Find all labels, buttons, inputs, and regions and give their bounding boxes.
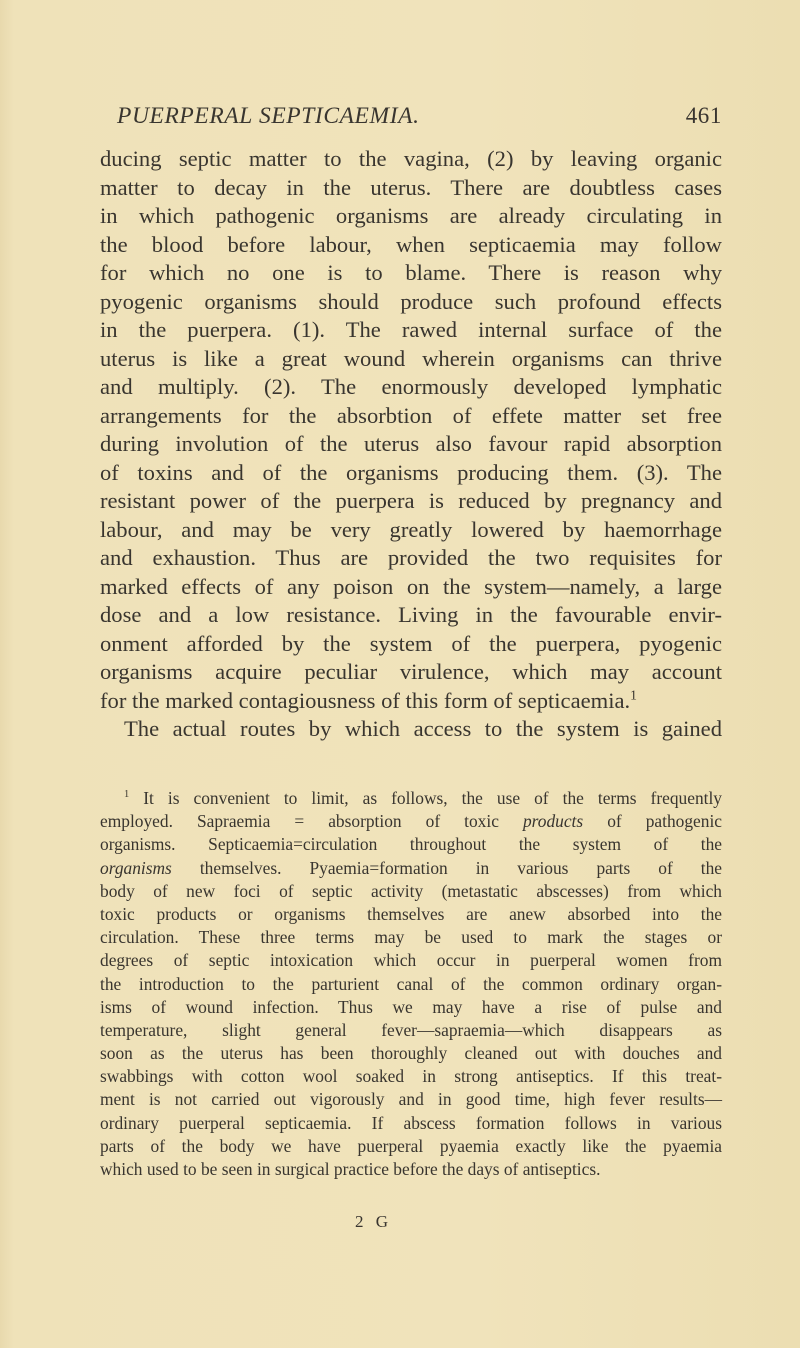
body-line-text: for the marked contagiousness of this form of septicaemia. bbox=[100, 687, 631, 713]
footnote bbox=[100, 787, 722, 1181]
body-line: marked effects of any poison on the system—namely, a large bbox=[100, 573, 722, 599]
footnote-line bbox=[100, 857, 722, 880]
body-line-paragraph-start: The actual routes by which access to the system is gained bbox=[124, 716, 722, 741]
body-line: labour, and may be very greatly lowered by haemorrhage bbox=[100, 516, 722, 542]
footnote-line-text: employed. Sapraemia = absorption of toxic bbox=[100, 811, 523, 832]
italic-term-products: products bbox=[522, 811, 584, 832]
footnote-line: body of new foci of septic activity (metastatic abscesses) from which bbox=[100, 880, 722, 901]
footnote-line-text: of pathogenic bbox=[583, 811, 722, 832]
body-line: and multiply. (2). The enormously developed lymphatic bbox=[100, 374, 722, 399]
body-text bbox=[100, 145, 722, 744]
body-line: of toxins and of the organisms producing them. (3). The bbox=[100, 459, 722, 485]
footnote-line: organisms. Septicaemia=circulation throughout the system of the bbox=[100, 834, 722, 855]
footnote-line: which used to be seen in surgical practice before the days of antiseptics. bbox=[100, 1159, 601, 1179]
body-line: pyogenic organisms should produce such profound effects bbox=[100, 288, 722, 314]
body-line: resistant power of the puerpera is reduced by pregnancy and bbox=[100, 488, 722, 513]
body-line: uterus is like a great wound wherein organisms can thrive bbox=[100, 345, 722, 371]
signature-mark: 2 G bbox=[355, 1212, 393, 1231]
body-line-with-footnote-ref bbox=[100, 687, 722, 716]
footnote-line bbox=[100, 787, 722, 810]
body-line: arrangements for the absorbtion of effete matter set free bbox=[100, 402, 722, 428]
footnote-line: soon as the uterus has been thoroughly cleaned out with douches and bbox=[100, 1043, 722, 1064]
footnote-line: degrees of septic intoxication which occur in puerperal women from bbox=[100, 950, 722, 971]
body-line: onment afforded by the system of the puerpera, pyogenic bbox=[100, 630, 722, 656]
body-line: and exhaustion. Thus are provided the two requisites for bbox=[100, 545, 722, 570]
italic-term-organisms: organisms bbox=[100, 857, 172, 878]
footnote-line-text: It is convenient to limit, as follows, the use of the terms frequently bbox=[143, 788, 722, 808]
footnote-line: parts of the body we have puerperal pyaemia exactly like the pyaemia bbox=[100, 1135, 722, 1156]
body-line: in the puerpera. (1). The rawed internal surface of the bbox=[100, 317, 722, 342]
footnote-line: the introduction to the parturient canal of the common ordinary organ- bbox=[100, 973, 722, 994]
footnote-line: circulation. These three terms may be used to mark the stages or bbox=[100, 927, 722, 948]
body-line: ducing septic matter to the vagina, (2) by leaving organic bbox=[100, 146, 722, 171]
footnote-line-text: themselves. Pyaemia=formation in various parts of the bbox=[171, 857, 722, 878]
body-line: the blood before labour, when septicaemia may follow bbox=[100, 231, 722, 257]
body-line: during involution of the uterus also favour rapid absorption bbox=[100, 431, 722, 456]
body-line: for which no one is to blame. There is reason why bbox=[100, 260, 722, 285]
footnote-line: swabbings with cotton wool soaked in strong antiseptics. If this treat- bbox=[100, 1066, 722, 1087]
footnote-line: toxic products or organisms themselves are anew absorbed into the bbox=[100, 903, 722, 924]
footnote-line bbox=[100, 810, 722, 833]
running-head bbox=[117, 103, 722, 133]
footnote-marker: 1 bbox=[124, 789, 130, 801]
running-head-title: PUERPERAL SEPTICAEMIA. bbox=[117, 103, 420, 129]
body-line: in which pathogenic organisms are already circulating in bbox=[100, 203, 722, 228]
body-line: matter to decay in the uterus. There are doubtless cases bbox=[100, 174, 722, 200]
footnote-reference[interactable]: 1 bbox=[630, 686, 637, 702]
body-line: organisms acquire peculiar virulence, which may account bbox=[100, 659, 722, 684]
footnote-line: temperature, slight general fever—sapraemia—which disappears as bbox=[100, 1019, 722, 1040]
body-line: dose and a low resistance. Living in the favourable envir- bbox=[100, 602, 722, 627]
footnote-line: ordinary puerperal septicaemia. If abscess formation follows in various bbox=[100, 1112, 722, 1133]
footnote-line: isms of wound infection. Thus we may have a rise of pulse and bbox=[100, 996, 722, 1017]
footnote-line: ment is not carried out vigorously and in good time, high fever results— bbox=[100, 1089, 722, 1110]
page-number: 461 bbox=[685, 103, 722, 128]
